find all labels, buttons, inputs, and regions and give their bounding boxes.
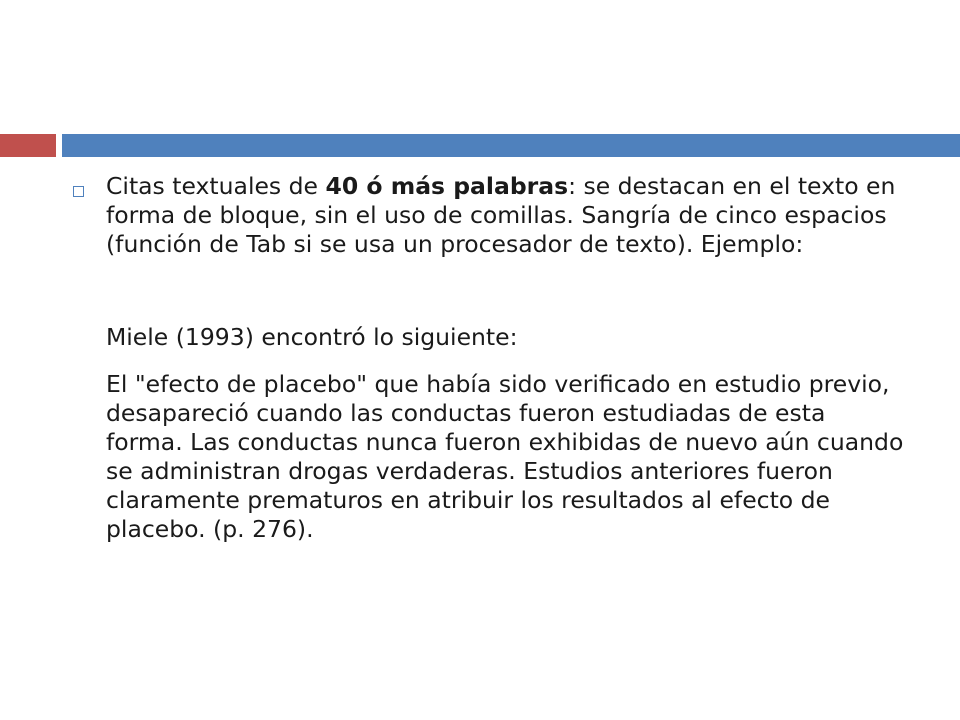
paragraph-rest: : se destacan en el texto en forma de bloque, sin el uso de comillas. Sangría de cinco espacios (función de Tab si se usa un procesador de texto). Ejemplo: — [106, 172, 896, 258]
paragraph-lead: Citas textuales de — [106, 172, 326, 200]
accent-bar-blue — [62, 134, 960, 157]
citation-intro: Miele (1993) encontró lo siguiente: — [106, 323, 518, 351]
accent-bar-red — [0, 134, 56, 157]
square-outline-bullet-icon — [73, 186, 84, 197]
block-quote: El "efecto de placebo" que había sido verificado en estudio previo, desapareció cuando las conductas fueron estudiadas de esta forma. Las conductas nunca fueron exhibidas de nuevo aún cuando se administran drogas verdaderas. Estudios anteriores fueron claramente prematuros en atribuir los resultados al efecto de placebo. (p. 276). — [106, 370, 904, 543]
bullet-paragraph — [106, 172, 906, 259]
paragraph-bold-phrase: 40 ó más palabras — [325, 172, 569, 200]
